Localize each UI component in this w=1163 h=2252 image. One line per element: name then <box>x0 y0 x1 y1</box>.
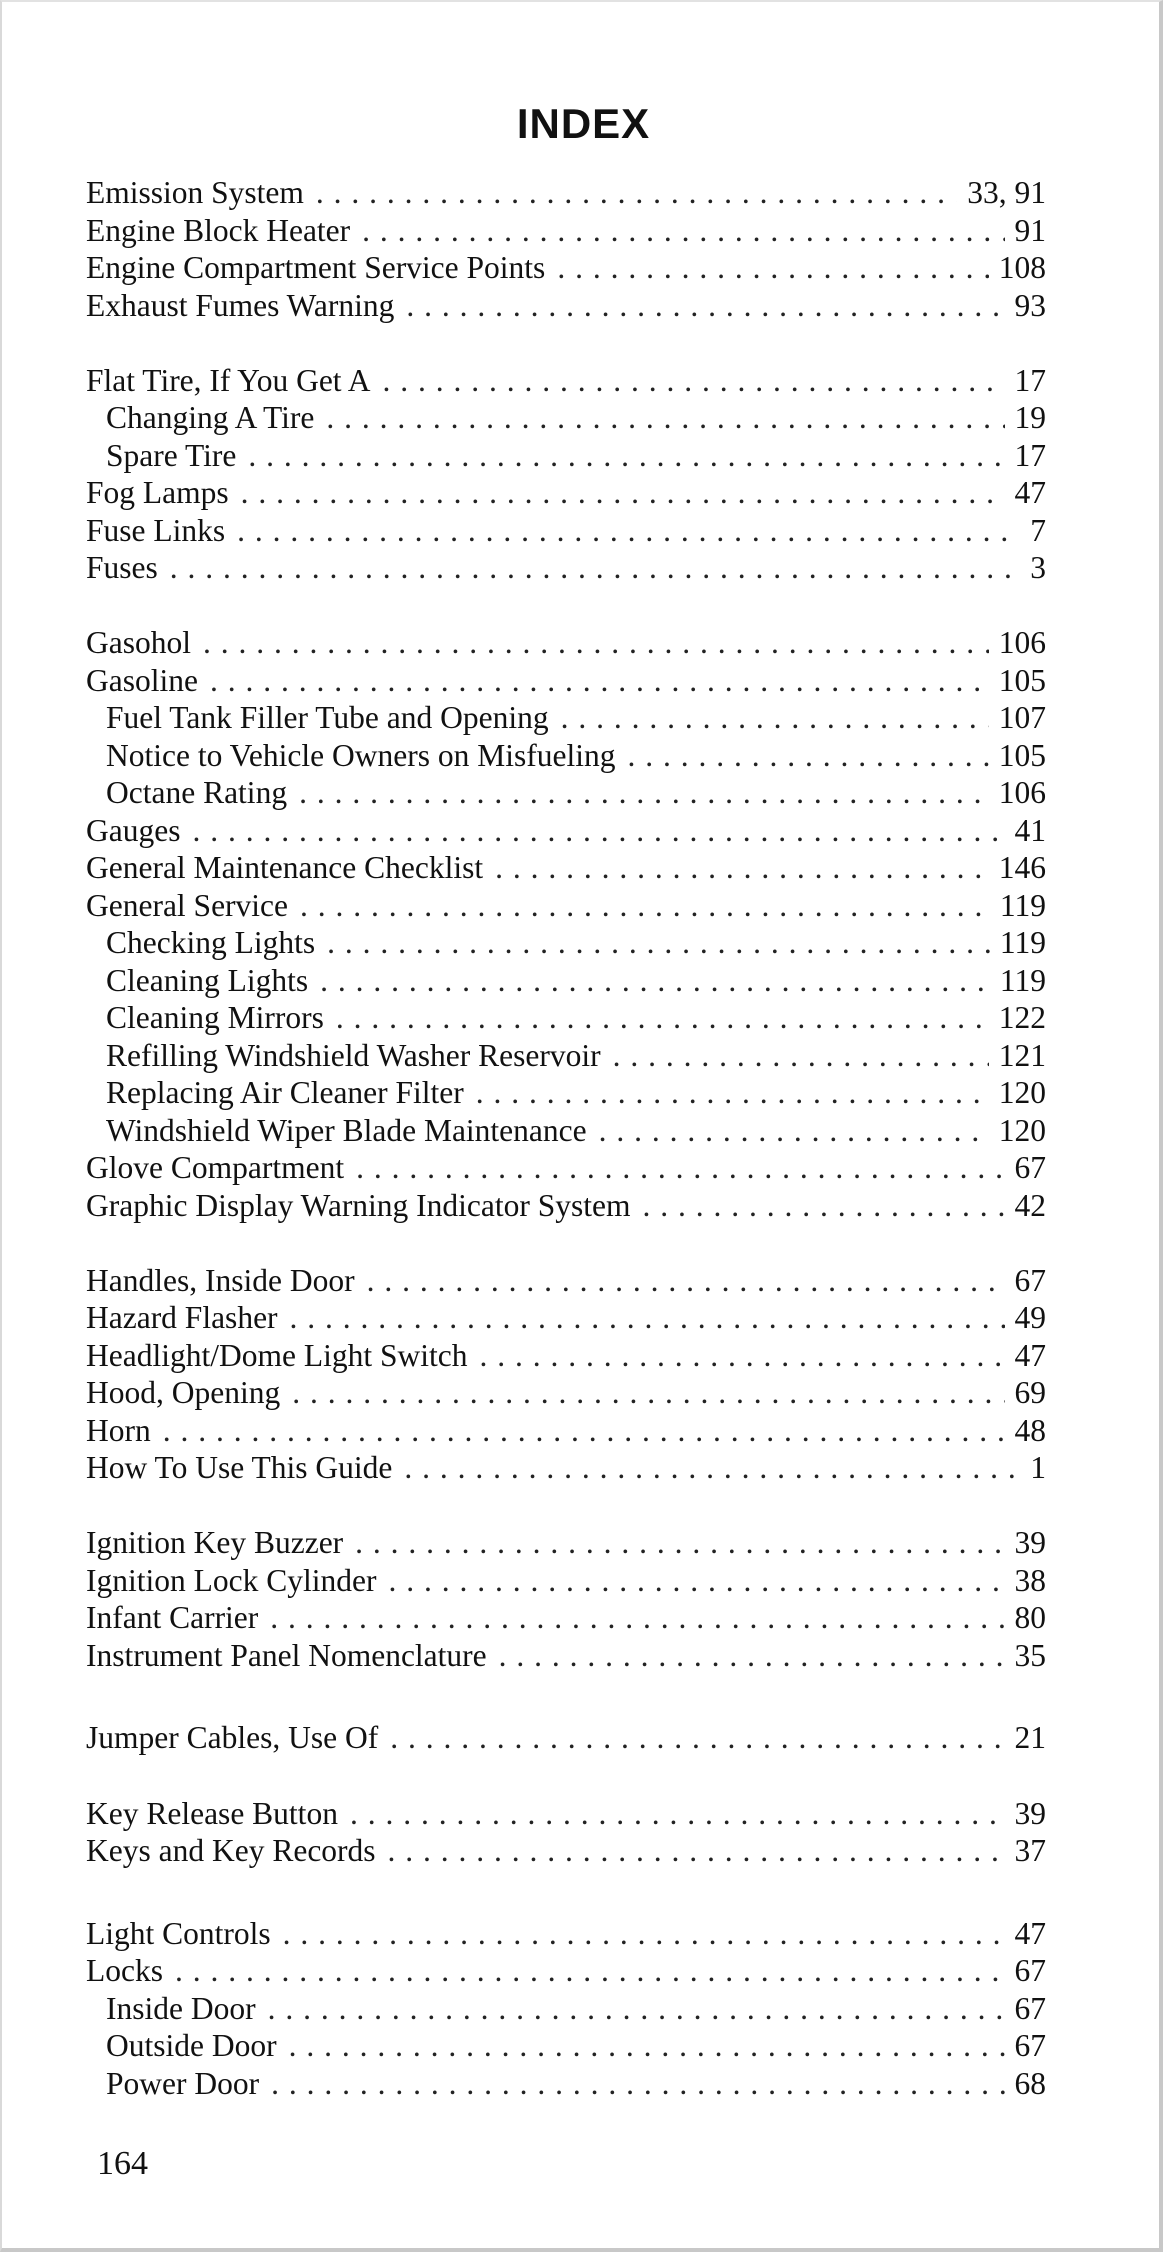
dot-leader <box>316 174 957 212</box>
index-entry-pages: 105 <box>998 662 1046 698</box>
dot-leader <box>299 774 989 812</box>
dot-leader <box>203 624 989 662</box>
index-entry-pages: 119 <box>999 962 1046 998</box>
dot-leader <box>237 512 1020 550</box>
index-entry-label: Hood, Opening <box>86 1375 281 1410</box>
dot-leader <box>292 1374 1004 1412</box>
index-entry-pages: 48 <box>1014 1412 1046 1448</box>
dot-leader <box>192 812 1004 850</box>
index-subentry <box>86 1074 1046 1112</box>
index-entry-pages: 120 <box>998 1112 1046 1148</box>
index-entry-label: Jumper Cables, Use Of <box>86 1720 379 1755</box>
index-entry <box>86 287 1046 325</box>
index-entry-pages: 67 <box>1014 1953 1046 1988</box>
dot-leader <box>627 737 988 775</box>
index-entry-pages: 91 <box>1014 212 1046 248</box>
dot-leader <box>599 1112 989 1150</box>
dot-leader <box>476 1074 989 1112</box>
index-entry-label: Windshield Wiper Blade Maintenance <box>106 1112 587 1148</box>
dot-leader <box>290 1299 1005 1337</box>
index-entry-pages: 68 <box>1014 2065 1046 2101</box>
index-list <box>86 174 1046 2102</box>
index-subentry <box>86 1990 1046 2028</box>
dot-leader <box>388 1832 1005 1870</box>
index-entry-pages: 47 <box>1014 1337 1046 1373</box>
index-entry-pages: 42 <box>1014 1187 1046 1223</box>
index-entry-pages: 38 <box>1014 1562 1046 1598</box>
dot-leader <box>350 1795 1005 1833</box>
index-entry-pages: 7 <box>1030 512 1046 548</box>
index-entry-label: General Maintenance Checklist <box>86 850 484 885</box>
index-subentry <box>86 962 1046 1000</box>
index-entry-label: Power Door <box>106 2065 260 2101</box>
index-entry-label: Engine Compartment Service Points <box>86 250 546 285</box>
index-entry-pages: 69 <box>1014 1375 1046 1410</box>
index-entry-label: Infant Carrier <box>86 1600 259 1635</box>
index-entry-label: Fuse Links <box>86 512 226 548</box>
dot-leader <box>270 1599 1004 1637</box>
index-entry <box>86 1187 1046 1225</box>
index-entry-pages: 41 <box>1014 812 1046 848</box>
index-entry <box>86 849 1046 887</box>
index-entry-label: Graphic Display Warning Indicator System <box>86 1187 631 1223</box>
index-entry-pages: 37 <box>1014 1833 1046 1868</box>
index-entry-label: Locks <box>86 1953 163 1988</box>
dot-leader <box>268 1990 1005 2028</box>
dot-leader <box>557 249 988 287</box>
dot-leader <box>300 887 990 925</box>
index-entry-pages: 35 <box>1014 1637 1046 1673</box>
index-subentry <box>86 999 1046 1037</box>
index-spacer <box>86 1870 1046 1915</box>
index-entry-label: Fuses <box>86 550 158 585</box>
index-subentry <box>86 699 1046 737</box>
index-entry-label: Changing A Tire <box>106 400 315 435</box>
index-entry <box>86 1719 1046 1757</box>
index-entry-pages: 146 <box>998 850 1046 885</box>
index-spacer <box>86 587 1046 625</box>
index-entry-label: Octane Rating <box>106 775 288 810</box>
index-entry-pages: 1 <box>1030 1450 1046 1485</box>
index-entry-pages: 67 <box>1014 1262 1046 1298</box>
index-subentry <box>86 437 1046 475</box>
index-entry-label: Cleaning Lights <box>106 962 309 998</box>
index-spacer <box>86 1224 1046 1262</box>
index-entry <box>86 1524 1046 1562</box>
index-entry-label: Horn <box>86 1412 151 1448</box>
index-entry-label: Inside Door <box>106 1990 256 2026</box>
index-entry-pages: 21 <box>1014 1720 1046 1755</box>
index-entry-pages: 120 <box>998 1075 1046 1110</box>
index-entry-pages: 119 <box>999 925 1046 960</box>
index-entry <box>86 1952 1046 1990</box>
dot-leader <box>561 699 989 737</box>
index-entry <box>86 1299 1046 1337</box>
index-entry-label: Flat Tire, If You Get A <box>86 362 371 398</box>
dot-leader <box>499 1637 1005 1675</box>
index-entry-pages: 47 <box>1014 1915 1046 1951</box>
index-entry-label: Fuel Tank Filler Tube and Opening <box>106 700 549 735</box>
index-entry-pages: 17 <box>1014 362 1046 398</box>
index-entry-label: Ignition Key Buzzer <box>86 1525 344 1560</box>
index-entry-label: Keys and Key Records <box>86 1833 376 1868</box>
index-subentry <box>86 399 1046 437</box>
index-entry <box>86 512 1046 550</box>
index-subentry <box>86 2065 1046 2103</box>
index-spacer <box>86 1757 1046 1795</box>
index-entry <box>86 1337 1046 1375</box>
index-entry-pages: 108 <box>998 250 1046 285</box>
index-entry-pages: 106 <box>998 625 1046 660</box>
index-subentry <box>86 1037 1046 1075</box>
dot-leader <box>271 2065 1004 2103</box>
index-entry-label: How To Use This Guide <box>86 1450 393 1485</box>
index-entry <box>86 887 1046 925</box>
index-entry-pages: 67 <box>1014 1150 1046 1185</box>
index-entry <box>86 1449 1046 1487</box>
dot-leader <box>170 549 1020 587</box>
dot-leader <box>336 999 989 1037</box>
index-entry-label: Notice to Vehicle Owners on Misfueling <box>106 737 616 773</box>
index-entry <box>86 1599 1046 1637</box>
index-entry-label: Engine Block Heater <box>86 212 351 248</box>
index-entry-pages: 39 <box>1014 1525 1046 1560</box>
dot-leader <box>327 924 990 962</box>
index-entry <box>86 1562 1046 1600</box>
index-entry <box>86 624 1046 662</box>
index-entry-label: Gasohol <box>86 625 191 660</box>
index-entry <box>86 362 1046 400</box>
dot-leader <box>175 1952 1005 1990</box>
index-entry-pages: 107 <box>998 700 1046 735</box>
index-subentry <box>86 737 1046 775</box>
dot-leader <box>210 662 989 700</box>
index-entry-label: Cleaning Mirrors <box>106 1000 324 1035</box>
index-entry <box>86 1412 1046 1450</box>
dot-leader <box>479 1337 1004 1375</box>
dot-leader <box>390 1719 1004 1757</box>
index-entry-pages: 39 <box>1014 1795 1046 1831</box>
dot-leader <box>283 1915 1005 1953</box>
index-entry-label: Gauges <box>86 812 181 848</box>
index-entry-pages: 105 <box>998 737 1046 773</box>
dot-leader <box>355 1524 1004 1562</box>
index-entry-pages: 3 <box>1030 550 1046 585</box>
page-number: 164 <box>97 2145 148 2182</box>
index-entry-label: Handles, Inside Door <box>86 1262 355 1298</box>
index-entry-pages: 80 <box>1014 1600 1046 1635</box>
dot-leader <box>326 399 1004 437</box>
index-entry-pages: 33, 91 <box>967 175 1046 210</box>
index-entry <box>86 1795 1046 1833</box>
index-entry-label: Instrument Panel Nomenclature <box>86 1637 487 1673</box>
index-subentry <box>86 774 1046 812</box>
index-entry-label: Glove Compartment <box>86 1150 345 1185</box>
index-entry <box>86 1832 1046 1870</box>
index-subentry <box>86 1112 1046 1150</box>
dot-leader <box>356 1149 1004 1187</box>
index-entry-label: Checking Lights <box>106 925 316 960</box>
index-entry-label: Emission System <box>86 175 304 210</box>
dot-leader <box>388 1562 1004 1600</box>
index-entry-label: Refilling Windshield Washer Reservoir <box>106 1037 601 1073</box>
index-entry-pages: 106 <box>998 775 1046 810</box>
dot-leader <box>367 1262 1005 1300</box>
index-entry-label: Outside Door <box>106 2028 277 2063</box>
index-subentry <box>86 924 1046 962</box>
index-entry-pages: 122 <box>998 1000 1046 1035</box>
dot-leader <box>495 849 989 887</box>
index-spacer <box>86 324 1046 362</box>
index-entry <box>86 1262 1046 1300</box>
index-entry <box>86 1149 1046 1187</box>
index-entry <box>86 474 1046 512</box>
dot-leader <box>613 1037 989 1075</box>
dot-leader <box>362 212 1004 250</box>
index-entry-label: Light Controls <box>86 1915 271 1951</box>
index-entry-pages: 47 <box>1014 475 1046 510</box>
index-entry-label: Hazard Flasher <box>86 1300 278 1335</box>
index-entry-pages: 19 <box>1014 400 1046 435</box>
index-spacer <box>86 1674 1046 1719</box>
index-entry <box>86 212 1046 250</box>
dot-leader <box>382 362 1004 400</box>
index-entry-pages: 119 <box>999 887 1046 923</box>
index-entry-label: Gasoline <box>86 662 198 698</box>
dot-leader <box>289 2027 1005 2065</box>
index-entry-pages: 121 <box>998 1037 1046 1073</box>
dot-leader <box>320 962 990 1000</box>
dot-leader <box>406 287 1004 325</box>
index-entry-label: Exhaust Fumes Warning <box>86 287 395 323</box>
index-entry-label: Replacing Air Cleaner Filter <box>106 1075 464 1110</box>
index-entry-pages: 49 <box>1014 1300 1046 1335</box>
index-entry-pages: 93 <box>1014 287 1046 323</box>
dot-leader <box>404 1449 1020 1487</box>
index-entry <box>86 812 1046 850</box>
dot-leader <box>241 474 1005 512</box>
index-entry-pages: 67 <box>1014 2028 1046 2063</box>
index-entry <box>86 174 1046 212</box>
index-entry-pages: 67 <box>1014 1990 1046 2026</box>
index-entry-label: General Service <box>86 887 289 923</box>
index-entry <box>86 1915 1046 1953</box>
page-title: INDEX <box>516 100 651 147</box>
index-entry <box>86 662 1046 700</box>
dot-leader <box>163 1412 1005 1450</box>
index-entry-label: Ignition Lock Cylinder <box>86 1562 377 1598</box>
index-entry <box>86 1374 1046 1412</box>
index-entry-label: Key Release Button <box>86 1795 338 1831</box>
index-entry-label: Fog Lamps <box>86 475 229 510</box>
dot-leader <box>643 1187 1005 1225</box>
index-entry-label: Spare Tire <box>106 437 237 473</box>
index-entry <box>86 549 1046 587</box>
index-entry-pages: 17 <box>1014 437 1046 473</box>
index-entry <box>86 1637 1046 1675</box>
dot-leader <box>248 437 1004 475</box>
index-entry-label: Headlight/Dome Light Switch <box>86 1337 468 1373</box>
index-subentry <box>86 2027 1046 2065</box>
index-entry <box>86 249 1046 287</box>
index-spacer <box>86 1487 1046 1525</box>
